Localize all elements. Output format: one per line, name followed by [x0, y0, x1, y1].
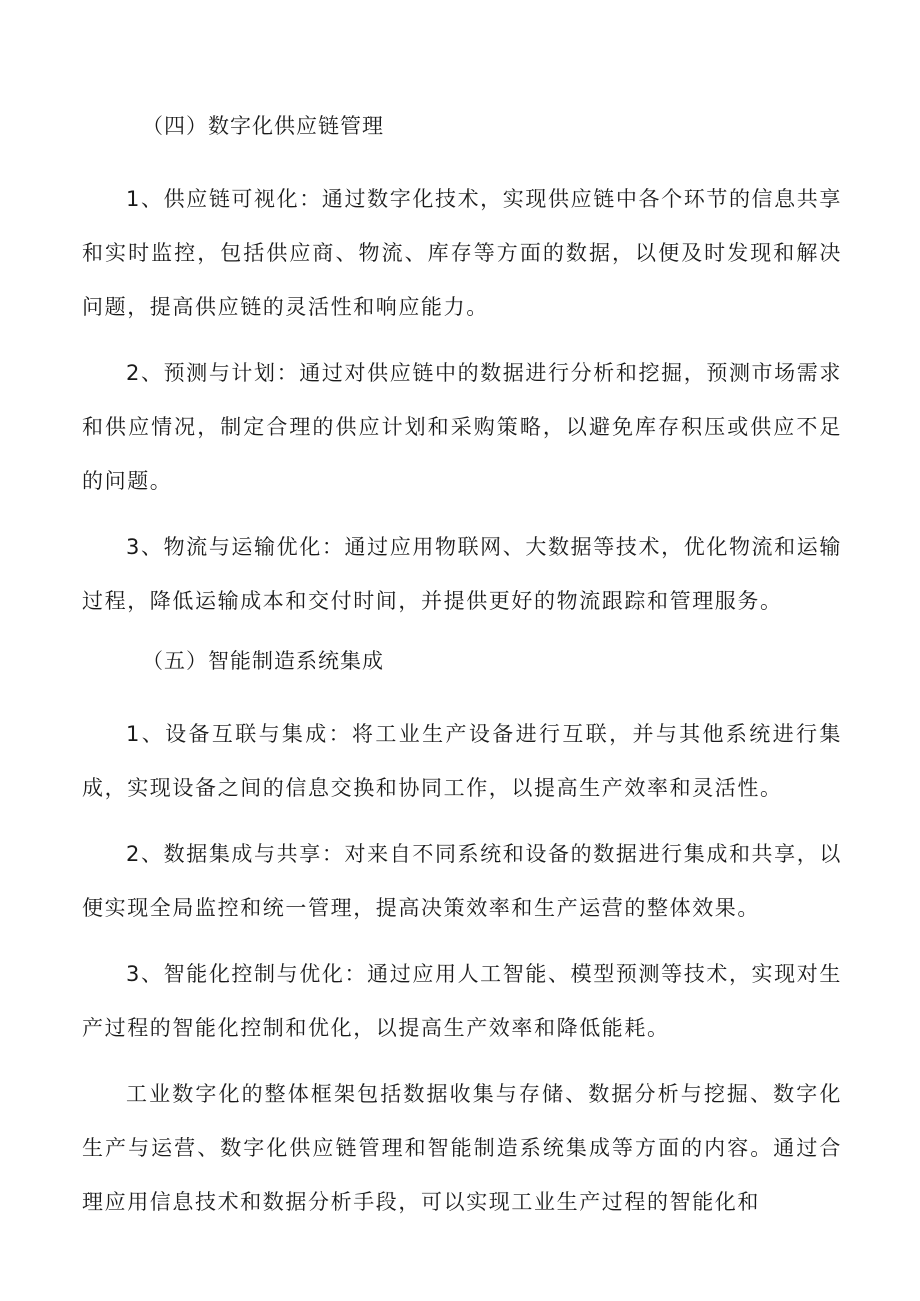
document-body [82, 105, 842, 1239]
paragraph-logistics-optimization: 3、物流与运输优化：通过应用物联网、大数据等技术，优化物流和运输过程，降低运输成本和交付时间，并提供更好的物流跟踪和管理服务。 [82, 535, 842, 613]
paragraph-forecast-planning: 2、预测与计划：通过对供应链中的数据进行分析和挖掘，预测市场需求和供应情况，制定合理的供应计划和采购策略，以避免库存积压或供应不足的问题。 [82, 361, 842, 493]
section-heading-smart-manufacturing: （五）智能制造系统集成 [142, 649, 384, 673]
paragraph-supply-chain-visibility: 1、供应链可视化：通过数字化技术，实现供应链中各个环节的信息共享和实时监控，包括供应商、物流、库存等方面的数据，以便及时发现和解决问题，提高供应链的灵活性和响应能力。 [82, 187, 842, 319]
section-heading-supply-chain: （四）数字化供应链管理 [142, 114, 384, 138]
paragraph-summary: 工业数字化的整体框架包括数据收集与存储、数据分析与挖掘、数字化生产与运营、数字化供应链管理和智能制造系统集成等方面的内容。通过合理应用信息技术和数据分析手段，可以实现工业生产过程的智能化和 [82, 1082, 842, 1214]
paragraph-data-integration: 2、数据集成与共享：对来自不同系统和设备的数据进行集成和共享，以便实现全局监控和统一管理，提高决策效率和生产运营的整体效果。 [82, 842, 842, 920]
paragraph-intelligent-control: 3、智能化控制与优化：通过应用人工智能、模型预测等技术，实现对生产过程的智能化控制和优化，以提高生产效率和降低能耗。 [82, 962, 842, 1040]
paragraph-device-integration: 1、设备互联与集成：将工业生产设备进行互联，并与其他系统进行集成，实现设备之间的信息交换和协同工作，以提高生产效率和灵活性。 [82, 722, 842, 800]
